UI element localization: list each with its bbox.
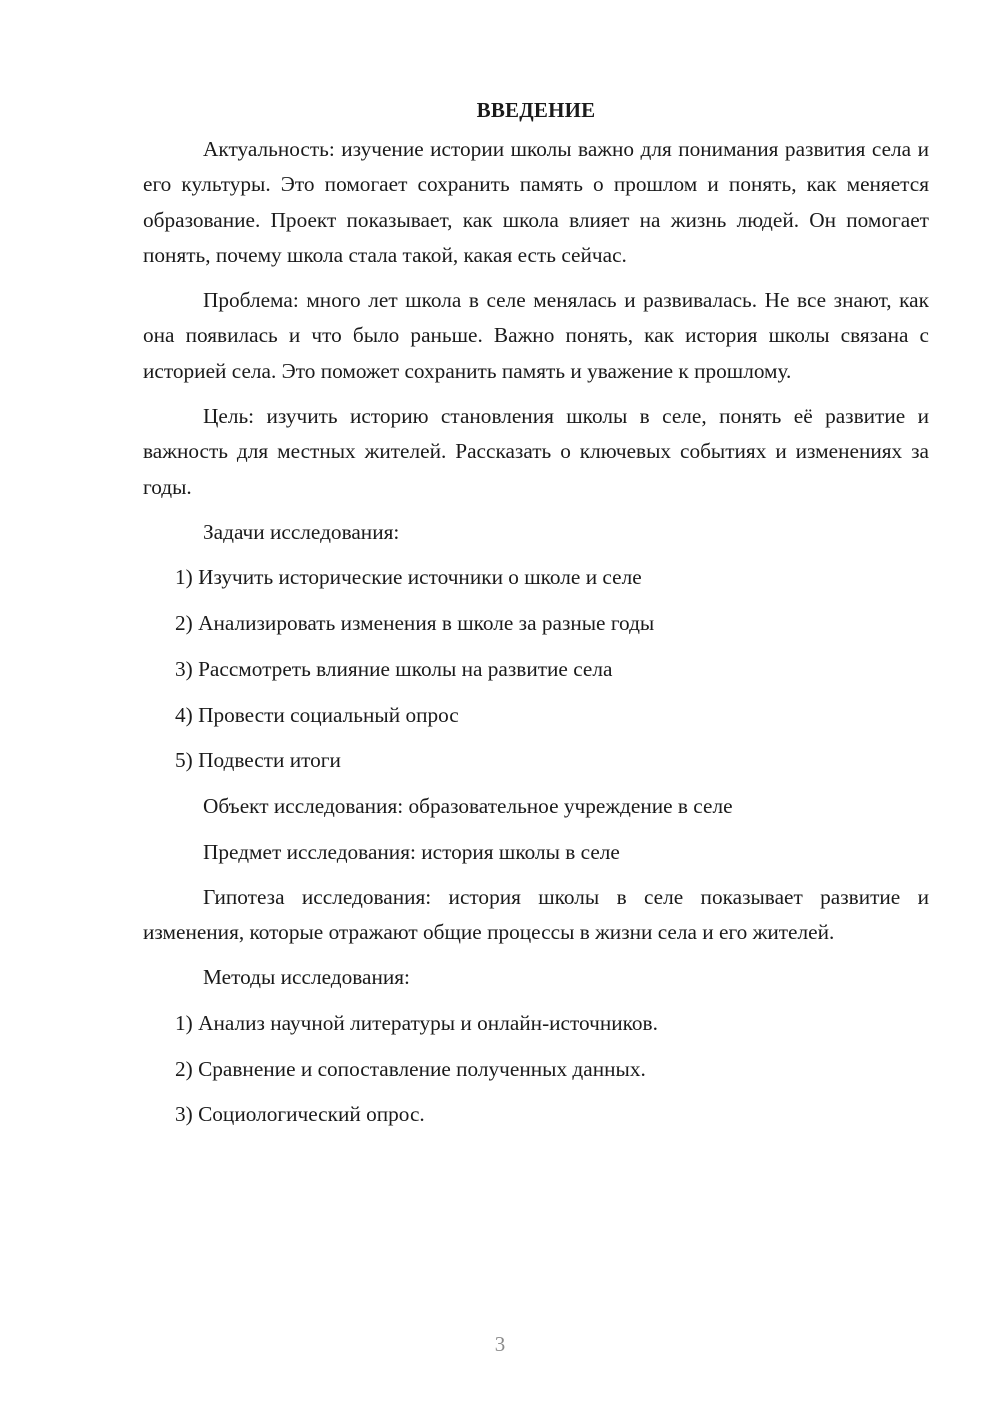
page-number: 3 <box>494 1332 506 1356</box>
relevance-paragraph: Актуальность: изучение истории школы важно для понимания развития села и его культуры. Это помогает сохранить память о прошлом и понять, как меняется образование. Проект показывает, как школа влияет на жизнь людей. Он помогает понять, почему школа стала такой, какая есть сейчас. <box>143 137 929 267</box>
methods-list <box>143 1006 929 1133</box>
list-item: 2) Сравнение и сопоставление полученных данных. <box>175 1056 646 1081</box>
research-object: Объект исследования: образовательное учреждение в селе <box>203 794 733 819</box>
section-title: ВВЕДЕНИЕ <box>476 98 596 122</box>
list-item: 4) Провести социальный опрос <box>175 702 459 727</box>
list-item: 1) Анализ научной литературы и онлайн-источников. <box>175 1010 658 1035</box>
hypothesis-paragraph: Гипотеза исследования: история школы в селе показывает развитие и изменения, которые отражают общие процессы в жизни села и его жителей. <box>143 884 929 945</box>
problem-paragraph: Проблема: много лет школа в селе менялась и развивалась. Не все знают, как она появилась и что было раньше. Важно понять, как история школы связана с историей села. Это поможет сохранить память и уважение к прошлому. <box>143 288 929 383</box>
methods-heading: Методы исследования: <box>203 965 410 990</box>
list-item: 3) Рассмотреть влияние школы на развитие села <box>175 656 613 681</box>
goal-paragraph: Цель: изучить историю становления школы в селе, понять её развитие и важность для местных жителей. Рассказать о ключевых событиях и изменениях за годы. <box>143 404 929 499</box>
tasks-list <box>143 560 929 778</box>
document-page <box>143 92 929 1143</box>
list-item: 5) Подвести итоги <box>175 748 341 773</box>
research-subject: Предмет исследования: история школы в селе <box>203 839 620 864</box>
list-item: 2) Анализировать изменения в школе за разные годы <box>175 611 655 636</box>
list-item: 1) Изучить исторические источники о школе и селе <box>175 565 642 590</box>
tasks-heading: Задачи исследования: <box>203 519 400 544</box>
list-item: 3) Социологический опрос. <box>175 1102 425 1127</box>
